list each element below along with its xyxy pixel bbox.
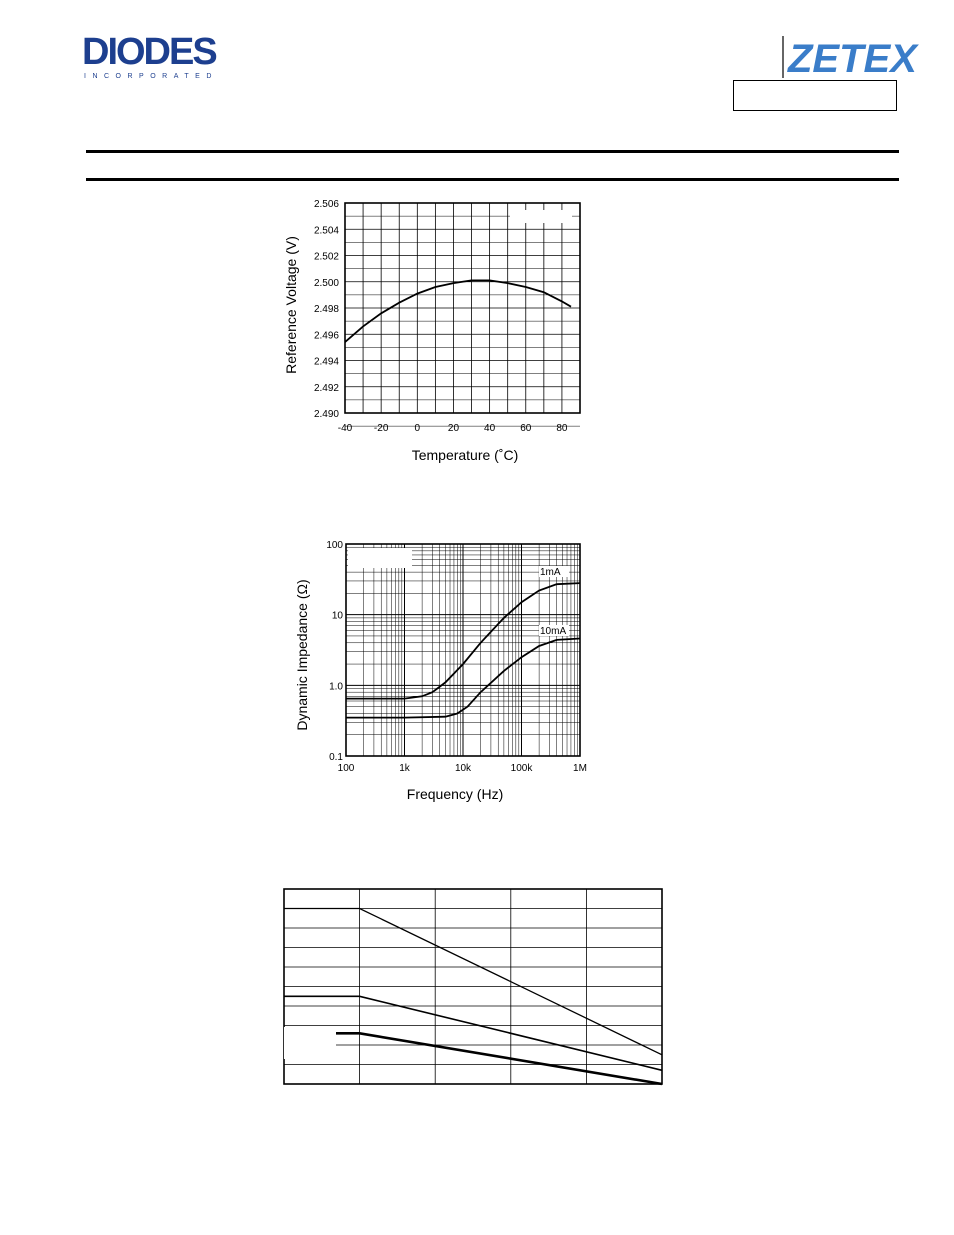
chart1-y-tick-label: 2.506 xyxy=(313,199,339,210)
chart1-y-tick-label: 2.496 xyxy=(313,330,339,342)
chart1-x-tick-label: -20 xyxy=(373,423,389,434)
chart1-x-tick-label: -40 xyxy=(337,423,353,434)
zetex-logo-wordmark: ZETEX xyxy=(788,37,917,81)
chart2-xlabel: Frequency (Hz) xyxy=(406,786,504,802)
chart1-y-tick-label: 2.502 xyxy=(313,251,339,263)
chart2-y-tick-label: 1.0 xyxy=(329,681,343,693)
diodes-logo-subtext: INCORPORATED xyxy=(84,73,218,80)
chart2-x-tick-label: 10k xyxy=(454,763,472,774)
chart2-x-tick-label: 1M xyxy=(573,763,587,774)
chart2-x-tick-label: 100 xyxy=(337,763,355,774)
chart1-y-tick-label: 2.490 xyxy=(313,409,339,420)
chart3-legend-box xyxy=(284,1027,336,1059)
chart1-y-tick-label: 2.504 xyxy=(313,225,339,237)
chart1-x-tick-label: 0 xyxy=(414,423,421,434)
chart3-series-line-3 xyxy=(284,1033,662,1084)
chart2-ylabel: Dynamic Impedance (Ω) xyxy=(294,579,310,731)
diodes-logo-wordmark: DIODES xyxy=(82,31,216,73)
chart1-y-tick-label: 2.492 xyxy=(313,382,339,394)
chart1-y-tick-label: 2.500 xyxy=(313,277,339,289)
chart2-series-label-1mA: 1mA xyxy=(540,567,561,578)
chart2-y-tick-label: 10 xyxy=(331,610,343,622)
chart1-ylabel: Reference Voltage (V) xyxy=(283,236,299,374)
chart1-x-tick-label: 40 xyxy=(484,423,496,434)
chart1-y-tick-label: 2.494 xyxy=(313,356,339,368)
chart1-y-tick-label: 2.498 xyxy=(313,304,339,315)
chart2-x-tick-label: 100k xyxy=(510,763,533,774)
chart1-x-tick-label: 60 xyxy=(520,423,532,434)
chart1-x-tick-label: 80 xyxy=(556,423,568,434)
chart2-y-tick-label: 100 xyxy=(326,540,343,551)
chart2-series-label-10mA: 10mA xyxy=(540,626,567,637)
chart2-x-tick-label: 1k xyxy=(399,763,410,774)
chart2-y-tick-label: 0.1 xyxy=(329,752,343,763)
chart1-xlabel: Temperature (˚C) xyxy=(411,447,519,463)
chart1-x-tick-label: 20 xyxy=(447,423,460,434)
